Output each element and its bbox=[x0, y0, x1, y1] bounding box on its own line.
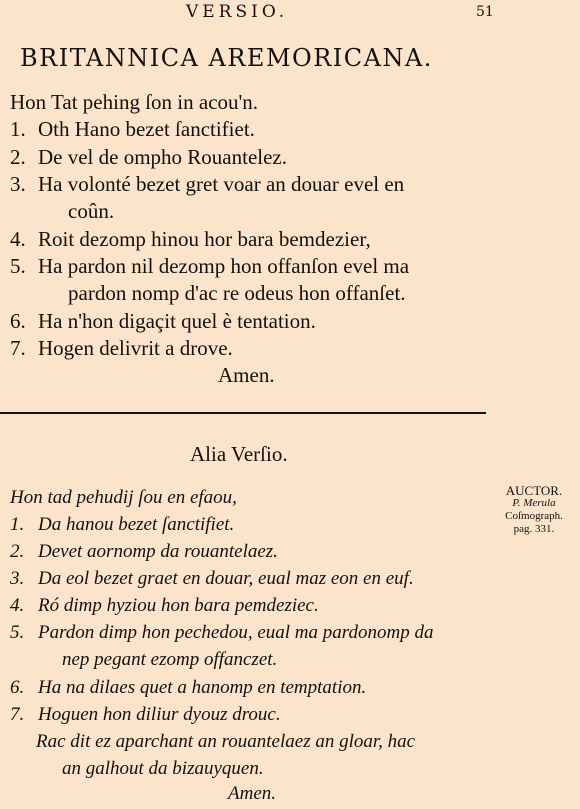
page-number: 51 bbox=[476, 4, 494, 20]
version1-line: 2. De vel de ompho Rouantelez. bbox=[10, 145, 288, 169]
version2-line: 3. Da eol bezet graet en douar, eual maz eon en euf. bbox=[10, 568, 414, 589]
version1-line: 4. Roit dezomp hinou hor bara bemdezier, bbox=[10, 227, 371, 251]
version2-line: 1. Da hanou bezet ſanctifiet. bbox=[10, 514, 235, 535]
version2-line: 5. Pardon dimp hon pechedou, eual ma pardonomp da bbox=[10, 622, 434, 643]
version2-line: 2. Devet aornomp da rouantelaez. bbox=[10, 541, 278, 562]
version1-line-continuation: pardon nomp d'ac re odeus hon offanſet. bbox=[68, 281, 406, 305]
version1-line-continuation: coûn. bbox=[68, 199, 115, 223]
version1-amen: Amen. bbox=[218, 363, 275, 387]
page-title: BRITANNICA AREMORICANA. bbox=[20, 44, 433, 72]
version2-line: 4. Ró dimp hyziou hon bara pemdeziec. bbox=[10, 595, 319, 616]
version2-doxology: Rac dit ez aparchant an rouantelaez an gloar, hac bbox=[36, 731, 416, 752]
version2-line-continuation: nep pegant ezomp offanczet. bbox=[62, 649, 278, 670]
version1-line: 7. Hogen delivrit a drove. bbox=[10, 336, 233, 360]
version2-doxology-continuation: an galhout da bizauyquen. bbox=[62, 758, 264, 779]
version1-line: 6. Ha n'hon digaçit quel è tentation. bbox=[10, 309, 316, 333]
version1-intro: Hon Tat pehing ſon in acou'n. bbox=[10, 90, 259, 114]
version2-line: 6. Ha na dilaes quet a hanomp en temptation. bbox=[10, 677, 367, 698]
version1-line: 1. Oth Hano bezet ſanctifiet. bbox=[10, 117, 255, 141]
version2-amen: Amen. bbox=[228, 783, 277, 804]
version2-line: 7. Hoguen hon diliur dyouz drouc. bbox=[10, 704, 281, 725]
running-title: VERSIO. bbox=[186, 2, 289, 22]
version2-intro: Hon tad pehudij ſou en efaou, bbox=[10, 487, 237, 508]
section-divider bbox=[0, 412, 486, 414]
version1-line: 5. Ha pardon nil dezomp hon offanſon evel ma bbox=[10, 254, 410, 278]
version1-line: 3. Ha volonté bezet gret voar an douar evel en bbox=[10, 172, 405, 196]
version2-heading: Alia Verſio. bbox=[190, 442, 288, 466]
auctor-note: AUCTOR. P. Merula Coſmograph. pag. 331. bbox=[505, 483, 563, 535]
